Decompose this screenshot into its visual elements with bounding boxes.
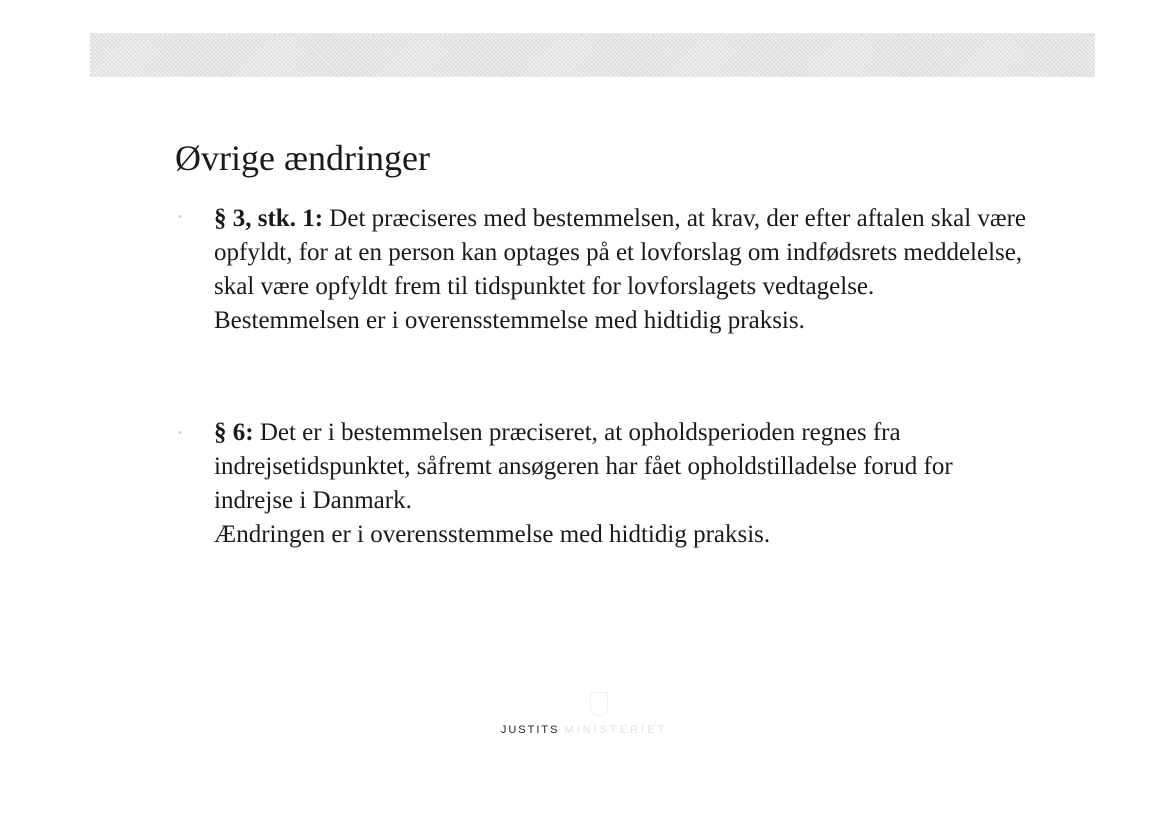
logo-word-faint: MINISTERIET (564, 724, 668, 736)
item-text: Det er i bestemmelsen præciseret, at opholdsperioden regnes fra indrejsetidspunktet, såfremt ansøgeren har fået opholdstilladelse forud for indrejse i Danmark. (214, 419, 953, 514)
item-note: Ændringen er i overensstemmelse med hidtidig praksis. (214, 521, 771, 548)
header-band (90, 33, 1095, 77)
item-label: § 3, stk. 1: (214, 205, 324, 232)
item-paragraph (214, 202, 1034, 304)
section-item-1 (214, 202, 1034, 338)
bullet-icon: ▪ (178, 211, 182, 223)
item-text: Det præciseres med bestemmelsen, at krav, der efter aftalen skal være opfyldt, for at en person kan optages på et lovforslag om indfødsrets meddelelse, skal være opfyldt frem til tidspunktet for lovforslagets vedtagelse. (214, 205, 1027, 300)
slide-title: Øvrige ændringer (175, 138, 430, 178)
item-note: Bestemmelsen er i overensstemmelse med hidtidig praksis. (214, 307, 805, 334)
item-paragraph (214, 416, 1034, 518)
item-label: § 6: (214, 419, 254, 446)
section-item-2 (214, 416, 1034, 552)
logo-word: JUSTITS (500, 724, 560, 736)
footer-logo (0, 724, 1168, 736)
bullet-icon: ▪ (178, 427, 182, 439)
crest-icon (590, 692, 608, 716)
